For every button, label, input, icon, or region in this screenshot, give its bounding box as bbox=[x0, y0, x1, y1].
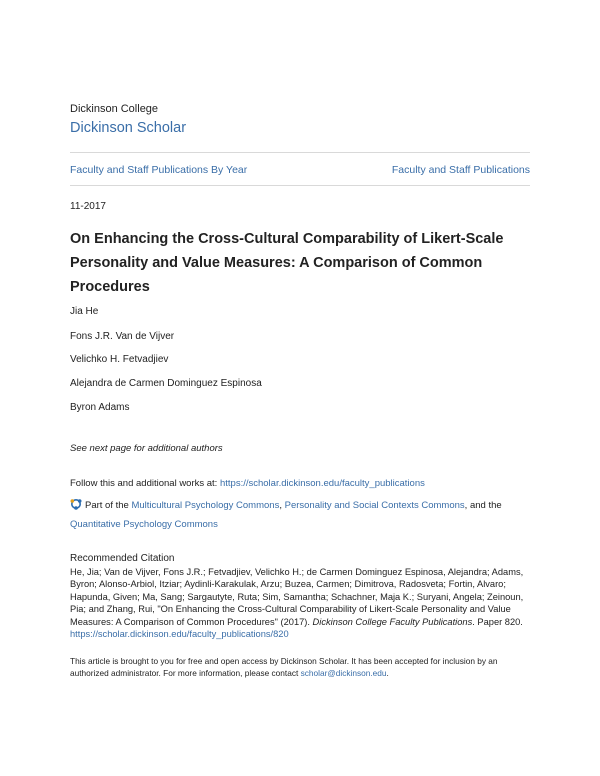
publication-date: 11-2017 bbox=[70, 201, 106, 212]
access-text: This article is brought to you for free and open access by Dickinson Scholar. It has been accepted for inclusion by an authorized administrator. For more information, please contact bbox=[70, 656, 498, 678]
separator: , and the bbox=[464, 500, 502, 511]
contact-email-link[interactable]: scholar@dickinson.edu bbox=[300, 668, 387, 678]
follow-prefix: Follow this and additional works at: bbox=[70, 478, 220, 489]
part-of-prefix: Part of the bbox=[85, 500, 132, 511]
author: Jia He bbox=[70, 306, 99, 317]
citation-journal: Dickinson College Faculty Publications bbox=[312, 616, 473, 627]
nav-publications-link[interactable]: Faculty and Staff Publications bbox=[391, 164, 530, 176]
institution-name: Dickinson College bbox=[70, 103, 159, 115]
access-notice bbox=[70, 655, 530, 679]
part-of-line bbox=[70, 497, 530, 533]
recommended-citation-heading: Recommended Citation bbox=[70, 553, 175, 564]
citation-url-link[interactable]: https://scholar.dickinson.edu/faculty_publications/820 bbox=[70, 629, 289, 640]
follow-link[interactable]: https://scholar.dickinson.edu/faculty_publications bbox=[219, 478, 425, 489]
document-title: On Enhancing the Cross-Cultural Comparability of Likert-Scale Personality and Value Measures: A Comparison of Common Procedures bbox=[70, 231, 504, 295]
citation-paper: . Paper 820. bbox=[472, 616, 523, 627]
see-next-note: See next page for additional authors bbox=[70, 443, 223, 454]
author: Velichko H. Fetvadjiev bbox=[70, 354, 169, 365]
citation-text: He, Jia; Van de Vijver, Fons J.R.; Fetvadjiev, Velichko H.; de Carmen Dominguez Espinosa, Alejandra; Adams, Byron; Alonso-Arbiol, Itziar; Aydinli-Karakulak, Arzu; Buzea, Carmen; Dimitrova, Radosveta; Fortin, Alvaro; Hapunda, Given; Ma, Sang; Sargautyte, Ruta; Sim, Samantha; Schachner, Maja K.; Suryani, Angela; Zeinoun, Pia; and Zhang, Rui, "On Enhancing the Cross-Cultural Comparability of Likert-Scale Personality and Value Measures: A Comparison of Common Procedures" (2017). bbox=[70, 567, 524, 627]
personality-social-contexts-link[interactable]: Personality and Social Contexts Commons bbox=[284, 500, 465, 511]
author: Alejandra de Carmen Dominguez Espinosa bbox=[70, 378, 262, 389]
author: Fons J.R. Van de Vijver bbox=[70, 331, 175, 342]
nav-by-year-link[interactable]: Faculty and Staff Publications By Year bbox=[70, 164, 248, 176]
access-end: . bbox=[386, 668, 389, 678]
repository-link[interactable]: Dickinson Scholar bbox=[70, 120, 187, 136]
divider bbox=[70, 152, 530, 153]
multicultural-psychology-link[interactable]: Multicultural Psychology Commons bbox=[131, 500, 280, 511]
separator: , bbox=[279, 500, 285, 511]
follow-line bbox=[70, 478, 425, 489]
quantitative-psychology-link[interactable]: Quantitative Psychology Commons bbox=[70, 519, 218, 530]
network-commons-icon bbox=[70, 498, 82, 516]
citation-block bbox=[70, 566, 530, 640]
author: Byron Adams bbox=[70, 402, 130, 413]
divider bbox=[70, 185, 530, 186]
